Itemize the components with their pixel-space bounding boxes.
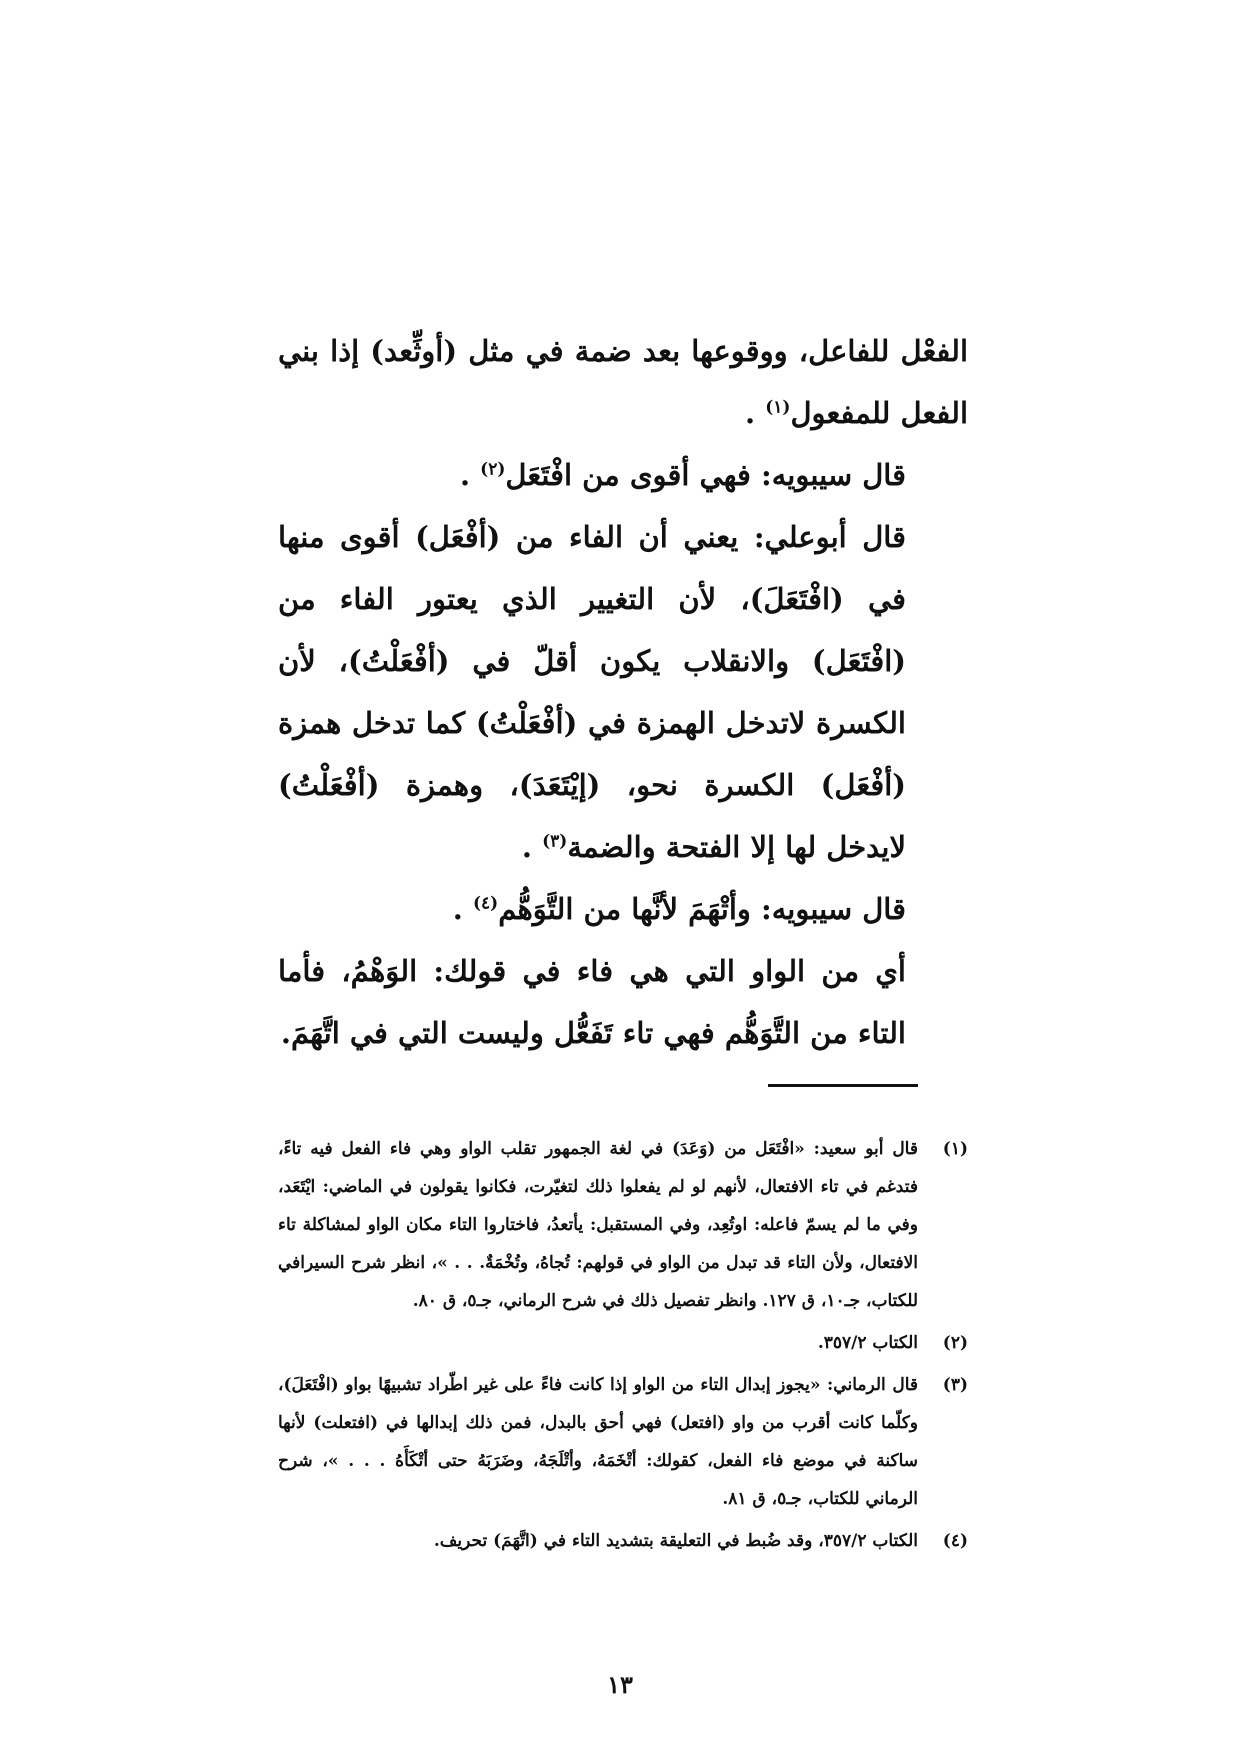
paragraph-2-end: . [459, 458, 481, 492]
footnote-ref-3[interactable]: (٣) [542, 831, 568, 852]
paragraph-4-end: . [452, 892, 473, 926]
document-page [278, 320, 968, 1564]
sibawayh-quote: فهي أقوى من افْتَعَل [505, 458, 762, 492]
paragraph-3-text: قال أبوعلي: يعني أن الفاء من (أفْعَل) أقوى منها في (افْتَعَلَ)، لأن التغيير الذي يعتور الفاء من (افْتَعَل) والانقلاب يكون أقلّ في (أفْعَلْتُ)، لأن الكسرة لاتدخل الهمزة في (أفْعَلْتُ) كما تدخل همزة (أفْعَل) الكسرة نحو، (إيْتَعَدَ)، وهمزة (أفْعَلْتُ) لايدخل لها إلا الفتحة والضمة [278, 520, 906, 864]
footnote-number: (٢) [942, 1333, 968, 1353]
paragraph-5 [278, 940, 968, 1064]
footnotes [278, 1130, 968, 1560]
footnote-text: الكتاب ٣٥٧/٢، وقد ضُبط في التعليقة بتشديد التاء في (اتَّهَمَ) تحريف. [433, 1531, 918, 1551]
footnote-ref-4[interactable]: (٤) [472, 893, 499, 914]
main-text [278, 320, 968, 1064]
speaker-label: قال سيبويه: [761, 892, 906, 926]
footnote-item [278, 1366, 968, 1518]
footnote-number: (٤) [942, 1531, 968, 1551]
footnote-separator [278, 1064, 968, 1124]
footnote-item [278, 1130, 968, 1320]
paragraph-3-end: . [521, 830, 543, 864]
footnote-text: قال الرماني: «يجوز إبدال التاء من الواو إذا كانت فاءً على غير اطّراد تشبيهًا بواو (افْتَعَلَ)، وكلّما كانت أقرب من واو (افتعل) فهي أحق بالبدل، فمن ذلك إبدالها في (افتعلت) لأنها ساكنة في موضع فاء الفعل، كقولك: أتْخَمَهُ، وأتْلَجَهُ، وضَرَبَهُ حتى أتْكَأَهُ . . . »، شرح الرماني للكتاب، جـ٥، ق ٨١. [278, 1375, 918, 1509]
paragraph-3 [278, 506, 968, 878]
paragraph-4 [278, 878, 968, 940]
footnote-number: (٣) [942, 1375, 968, 1395]
paragraph-1-end: . [745, 396, 766, 430]
footnote-text: قال أبو سعيد: «افْتَعَل من (وَعَدَ) في لغة الجمهور تقلب الواو وهي فاء الفعل فيه تاءً، فتدغم في تاء الافتعال، لأنهم لو لم يفعلوا ذلك لتغيّرت، فكانوا يقولون في الماضي: ايْتَعَد، وفي ما لم يسمّ فاعله: اوتُعِد، وفي المستقبل: يأتعدُ، فاختاروا التاء مكان الواو لمشاكلة تاء الافتعال، ولأن التاء قد تبدل من الواو في قولهم: تُجاهُ، وتُخْمَةٌ. . . »، انظر شرح السيرافي للكتاب، جـ١٠، ق ١٢٧. وانظر تفصيل ذلك في شرح الرماني، جـ٥، ق ٨٠. [278, 1139, 918, 1311]
speaker-label: قال سيبويه: [761, 458, 906, 492]
footnote-text: الكتاب ٣٥٧/٢. [817, 1333, 918, 1353]
footnote-item [278, 1324, 968, 1362]
footnote-item [278, 1522, 968, 1560]
paragraph-1 [278, 320, 968, 444]
paragraph-2 [278, 444, 968, 506]
footnote-number: (١) [942, 1139, 968, 1159]
footnote-rule [768, 1084, 918, 1087]
paragraph-1-text: الفعْل للفاعل، ووقوعها بعد ضمة في مثل (أوثِّعد) إذا بني الفعل للمفعول [278, 334, 968, 430]
page-number: ١٣ [607, 1670, 633, 1699]
footnote-ref-2[interactable]: (٢) [480, 459, 506, 480]
footnote-ref-1[interactable]: (١) [765, 397, 791, 418]
sibawayh-quote: وأتْهَمَ لأنَّها من التَّوَهُّم [498, 892, 762, 926]
paragraph-5-text: أي من الواو التي هي فاء في قولك: الوَهْمُ، فأما التاء من التَّوَهُّم فهي تاء تَفَعُّل وليست التي في اتَّهَمَ. [278, 954, 906, 1050]
